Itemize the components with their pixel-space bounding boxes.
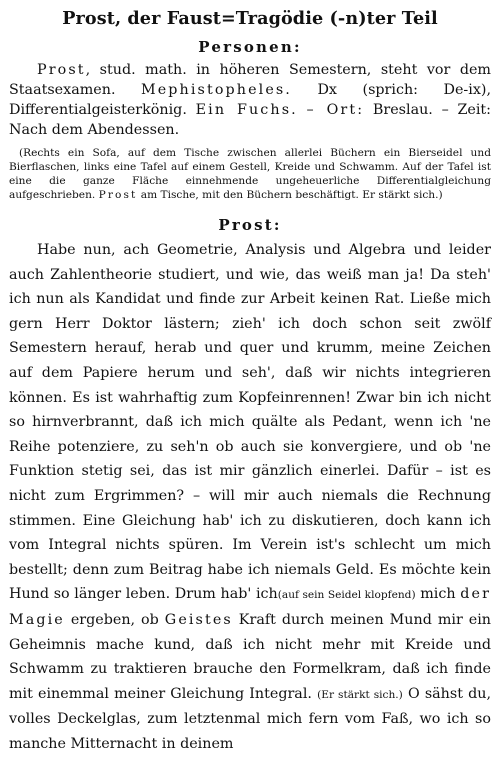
emphasis-magie: der Magie (9, 586, 491, 628)
stage-direction-tail: am Tische, mit den Büchern beschäftigt. Er stärkt sich.) (140, 189, 443, 201)
emphasis-geistes: Geistes (164, 611, 233, 628)
character-fuchs: Ein Fuchs. (195, 102, 298, 118)
character-mephistopheles: Mephistopheles. (141, 82, 292, 98)
character-dx: Dx (sprich: De-ix), Differentialgeisterkönig. (9, 82, 491, 118)
stage-direction-text: (Rechts ein Sofa, auf dem Tische zwischen allerlei Büchern ein Bierseidel und Bierflaschen, links eine Tafel auf einem Gestell, Kreide und Schwamm. Auf der Tafel ist eine die ganze Fläche einnehmende ungeheuerliche Differentialgleichung aufgeschrieben. (9, 147, 491, 201)
stage-aside-2: (Er stärkt sich.) (317, 688, 403, 701)
dramatis-personae (9, 60, 491, 140)
stage-direction (9, 146, 491, 202)
document-title: Prost, der Faust=Tragödie (-n)ter Teil (62, 8, 438, 29)
monologue-part-2a: mich (415, 586, 461, 603)
monologue-part-3: O sähst du, volles Deckelglas, zum letztenmal mich fern vom Faß, wo ich so manche Mitternacht in deinem (9, 685, 492, 752)
prost-description: , stud. math. in höheren Semestern, steht vor dem Staatsexamen. (9, 62, 491, 98)
speaker-heading: Prost: (218, 216, 282, 234)
monologue-part-2b: ergeben, ob (64, 611, 165, 628)
personen-heading: Personen: (198, 38, 302, 56)
ort-label: – Ort: (306, 102, 365, 118)
character-prost: Prost (37, 62, 86, 78)
stage-direction-prost: Prost (98, 189, 138, 201)
stage-aside-1: (auf sein Seidel klopfend) (277, 589, 416, 602)
setting-place-time: Breslau. – Zeit: Nach dem Abendessen. (9, 102, 491, 138)
monologue-part-2c: Kraft durch meinen Mund mir ein Geheimnis mache kund, daß ich nicht mehr mit Kreide und Schwamm zu traktieren brauche den Formelkram, daß ich finde mit einemmal meiner Gleichung Integral. (9, 611, 491, 702)
monologue (9, 238, 491, 756)
monologue-part-1: Habe nun, ach Geometrie, Analysis und Algebra und leider auch Zahlentheorie studiert, und wie, das weiß man ja! Da steh' ich nun als Kandidat und finde zur Arbeit keinen Rat. Ließe mich gern Herr Doktor lästern; zieh' ich doch schon seit zwölf Semestern herauf, herab und quer und krumm, meine Zeichen auf dem Papiere herum und seh', daß wir nichts integrieren können. Es ist wahrhaftig zum Kopfeinrennen! Zwar bin ich nicht so hirnverbrannt, daß ich mich quälte als Pedant, wenn ich 'ne Reihe potenziere, zu seh'n ob auch sie konvergiere, und ob 'ne Funktion stetig sei, das ist mir gänzlich einerlei. Dafür – ist es nicht zum Ergrimmen? – will mir auch niemals die Rechnung stimmen. Eine Gleichung hab' ich zu diskutieren, doch kann ich vom Integral nichts spüren. Im Verein ist's schlecht um mich bestellt; denn zum Beitrag habe ich niemals Geld. Es möchte kein Hund so länger leben. Drum hab' ich (9, 242, 491, 603)
